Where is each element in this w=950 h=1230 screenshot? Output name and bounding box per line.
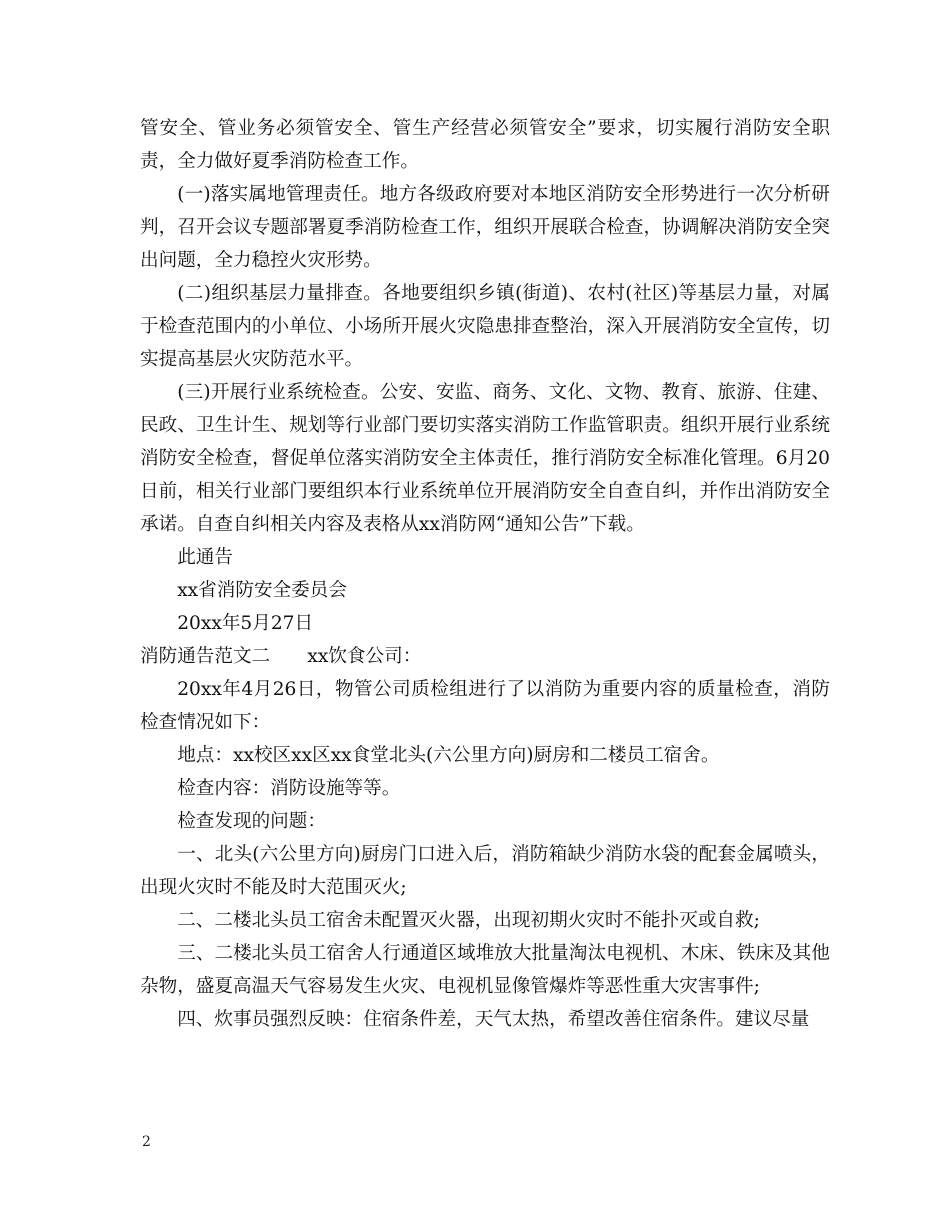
- document-body: [140, 112, 830, 1036]
- paragraph: 管安全、管业务必须管安全、管生产经营必须管安全”要求，切实履行消防安全职责，全力做好夏季消防检查工作。: [140, 118, 830, 172]
- paragraph: 检查内容：消防设施等等。: [177, 778, 401, 799]
- paragraph: 一、北头(六公里方向)厨房门口进入后，消防箱缺少消防水袋的配套金属喷头，出现火灾时不能及时大范围灭火;: [140, 844, 830, 898]
- paragraph: 此通告: [177, 547, 233, 568]
- paragraph: 20xx年5月27日: [177, 613, 314, 634]
- paragraph: 检查发现的问题：: [177, 811, 326, 832]
- paragraph: (二)组织基层力量排查。各地要组织乡镇(街道)、农村(社区)等基层力量，对属于检查范围内的小单位、小场所开展火灾隐患排查整治，深入开展消防安全宣传，切实提高基层火灾防范水平。: [140, 283, 830, 370]
- paragraph: 地点：xx校区xx区xx食堂北头(六公里方向)厨房和二楼员工宿舍。: [177, 745, 720, 766]
- paragraph: (三)开展行业系统检查。公安、安监、商务、文化、文物、教育、旅游、住建、民政、卫生计生、规划等行业部门要切实落实消防工作监管职责。组织开展行业系统消防安全检查，督促单位落实消防安全主体责任，推行消防安全标准化管理。6月20日前，相关行业部门要组织本行业系统单位开展消防安全自查自纠，并作出消防安全承诺。自查自纠相关内容及表格从xx消防网“通知公告”下载。: [140, 382, 830, 535]
- paragraph: 消防通告范文二 xx饮食公司：: [140, 646, 422, 667]
- paragraph: 三、二楼北头员工宿舍人行通道区域堆放大批量淘汰电视机、木床、铁床及其他杂物，盛夏高温天气容易发生火灾、电视机显像管爆炸等恶性重大灾害事件;: [140, 943, 830, 997]
- paragraph: 20xx年4月26日，物管公司质检组进行了以消防为重要内容的质量检查，消防检查情况如下：: [140, 679, 830, 733]
- paragraph: 四、炊事员强烈反映：住宿条件差，天气太热，希望改善住宿条件。建议尽量: [177, 1009, 810, 1030]
- paragraph: (一)落实属地管理责任。地方各级政府要对本地区消防安全形势进行一次分析研判，召开会议专题部署夏季消防检查工作，组织开展联合检查，协调解决消防安全突出问题，全力稳控火灾形势。: [140, 184, 830, 271]
- paragraph: xx省消防安全委员会: [177, 580, 347, 601]
- page-number: 2: [142, 1134, 151, 1150]
- paragraph: 二、二楼北头员工宿舍未配置灭火器，出现初期火灾时不能扑灭或自救;: [177, 910, 760, 931]
